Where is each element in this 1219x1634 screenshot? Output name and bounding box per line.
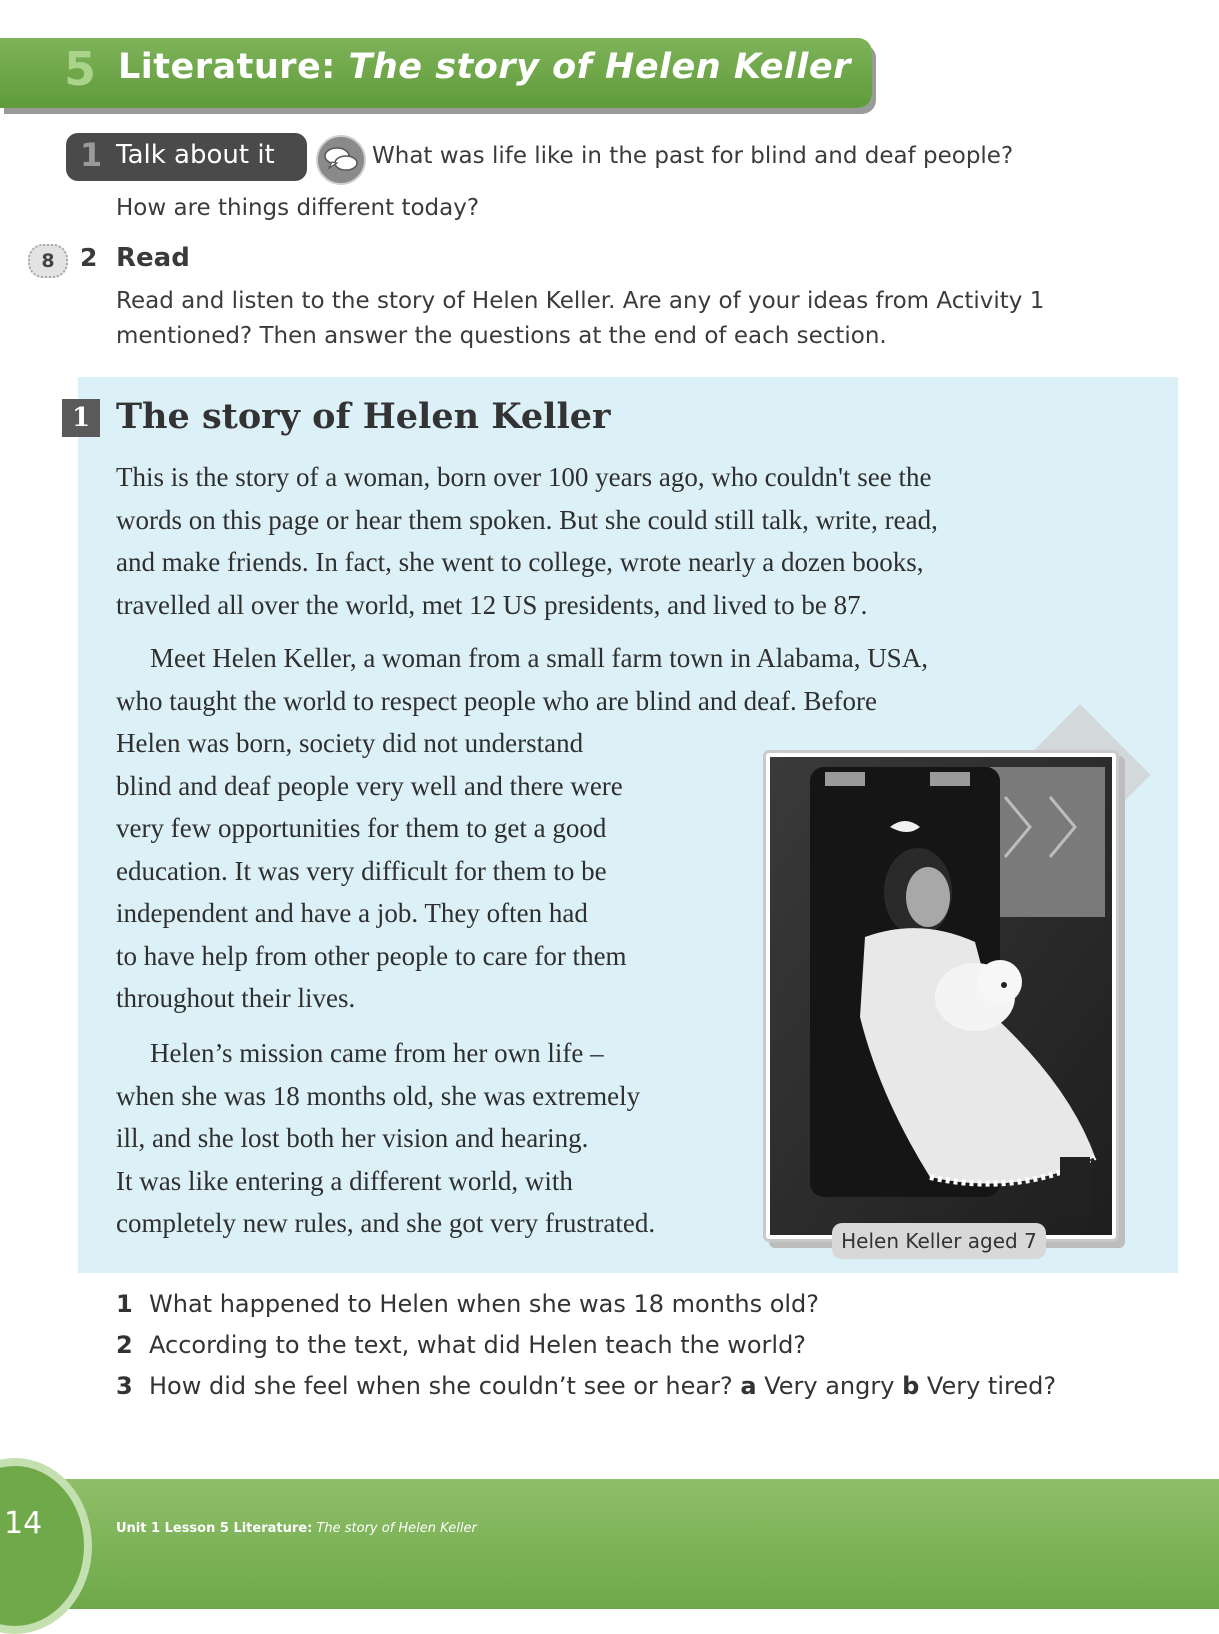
activity-1-label: Talk about it bbox=[116, 140, 275, 170]
activity-1-number: 1 bbox=[80, 136, 103, 174]
question-item bbox=[116, 1290, 1056, 1331]
story-line: who taught the world to respect people who are blind and deaf. Before bbox=[116, 685, 877, 716]
audio-track-badge[interactable]: 8 bbox=[28, 244, 68, 278]
footer-unit: Unit 1 Lesson 5 Literature: bbox=[116, 1521, 313, 1536]
story-line-wrap bbox=[116, 637, 928, 680]
question-item bbox=[116, 1372, 1056, 1413]
option-a-letter: a bbox=[740, 1372, 757, 1400]
talk-about-it-pill bbox=[66, 133, 307, 181]
story-line: independent and have a job. They often had bbox=[116, 898, 588, 928]
activity-2-number: 2 bbox=[80, 243, 98, 272]
activity-2-instructions bbox=[116, 284, 1076, 354]
story-line: very few opportunities for them to get a good bbox=[116, 813, 607, 843]
story-line: Helen’s mission came from her own life – bbox=[150, 1038, 604, 1068]
story-line: completely new rules, and she got very frustrated. bbox=[116, 1208, 656, 1238]
question-number: 1 bbox=[116, 1290, 133, 1318]
story-line: education. It was very difficult for them to be bbox=[116, 855, 607, 886]
story-line: Meet Helen Keller, a woman from a small farm town in Alabama, USA, bbox=[150, 643, 928, 673]
lesson-title-italic: The story of Helen Keller bbox=[348, 47, 851, 87]
photo-image bbox=[770, 757, 1112, 1235]
story-line: travelled all over the world, met 12 US presidents, and lived to be 87. bbox=[116, 589, 868, 620]
activity-2-label: Read bbox=[116, 243, 190, 273]
option-b-text: Very tired? bbox=[926, 1372, 1057, 1400]
story-line: throughout their lives. bbox=[116, 983, 356, 1013]
activity-1-question-2: How are things different today? bbox=[116, 195, 480, 221]
story-line: This is the story of a woman, born over 100 years ago, who couldn't see the bbox=[116, 462, 932, 492]
story-heading: The story of Helen Keller bbox=[116, 396, 611, 437]
footer-caption bbox=[116, 1521, 477, 1536]
question-number: 3 bbox=[116, 1372, 133, 1400]
page-number: 14 bbox=[4, 1506, 43, 1541]
question-text: According to the text, what did Helen teach the world? bbox=[149, 1331, 807, 1359]
lesson-title-prefix: Literature: bbox=[118, 47, 349, 87]
speech-bubbles-icon bbox=[316, 135, 366, 185]
instruction-line: Read and listen to the story of Helen Keller. Are any of your ideas from Activity 1 bbox=[116, 288, 1045, 314]
story-paragraph-2 bbox=[116, 637, 928, 1020]
question-text: How did she feel when she couldn’t see or hear? bbox=[149, 1372, 733, 1400]
instruction-line: mentioned? Then answer the questions at the end of each section. bbox=[116, 323, 887, 349]
story-line: blind and deaf people very well and there were bbox=[116, 770, 623, 801]
story-line: It was like entering a different world, with bbox=[116, 1165, 573, 1196]
footer-bar bbox=[0, 1479, 1219, 1609]
story-line: to have help from other people to care for them bbox=[116, 940, 627, 971]
photo-caption: Helen Keller aged 7 bbox=[832, 1223, 1046, 1259]
footer-unit-title: The story of Helen Keller bbox=[316, 1521, 477, 1536]
section-number-badge: 1 bbox=[62, 399, 100, 437]
activity-1-question: What was life like in the past for blind and deaf people? bbox=[372, 143, 1014, 169]
story-paragraph-3 bbox=[116, 1032, 736, 1245]
option-a-text: Very angry bbox=[764, 1372, 895, 1400]
story-paragraph-1 bbox=[116, 456, 1066, 626]
lesson-title bbox=[118, 47, 851, 87]
lesson-number: 5 bbox=[64, 42, 97, 96]
lesson-title-banner bbox=[0, 38, 872, 108]
question-text: What happened to Helen when she was 18 months old? bbox=[149, 1290, 820, 1318]
question-number: 2 bbox=[116, 1331, 133, 1359]
story-line: and make friends. In fact, she went to college, wrote nearly a dozen books, bbox=[116, 547, 924, 577]
story-line: ill, and she lost both her vision and hearing. bbox=[116, 1123, 589, 1153]
option-b-letter: b bbox=[902, 1372, 920, 1400]
story-line: Helen was born, society did not understand bbox=[116, 728, 584, 758]
question-item bbox=[116, 1331, 1056, 1372]
comprehension-questions bbox=[116, 1290, 1056, 1413]
helen-keller-photo bbox=[763, 750, 1119, 1242]
story-line: when she was 18 months old, she was extremely bbox=[116, 1080, 641, 1111]
story-line: words on this page or hear them spoken. But she could still talk, write, read, bbox=[116, 504, 938, 535]
story-line-wrap bbox=[116, 1032, 736, 1075]
